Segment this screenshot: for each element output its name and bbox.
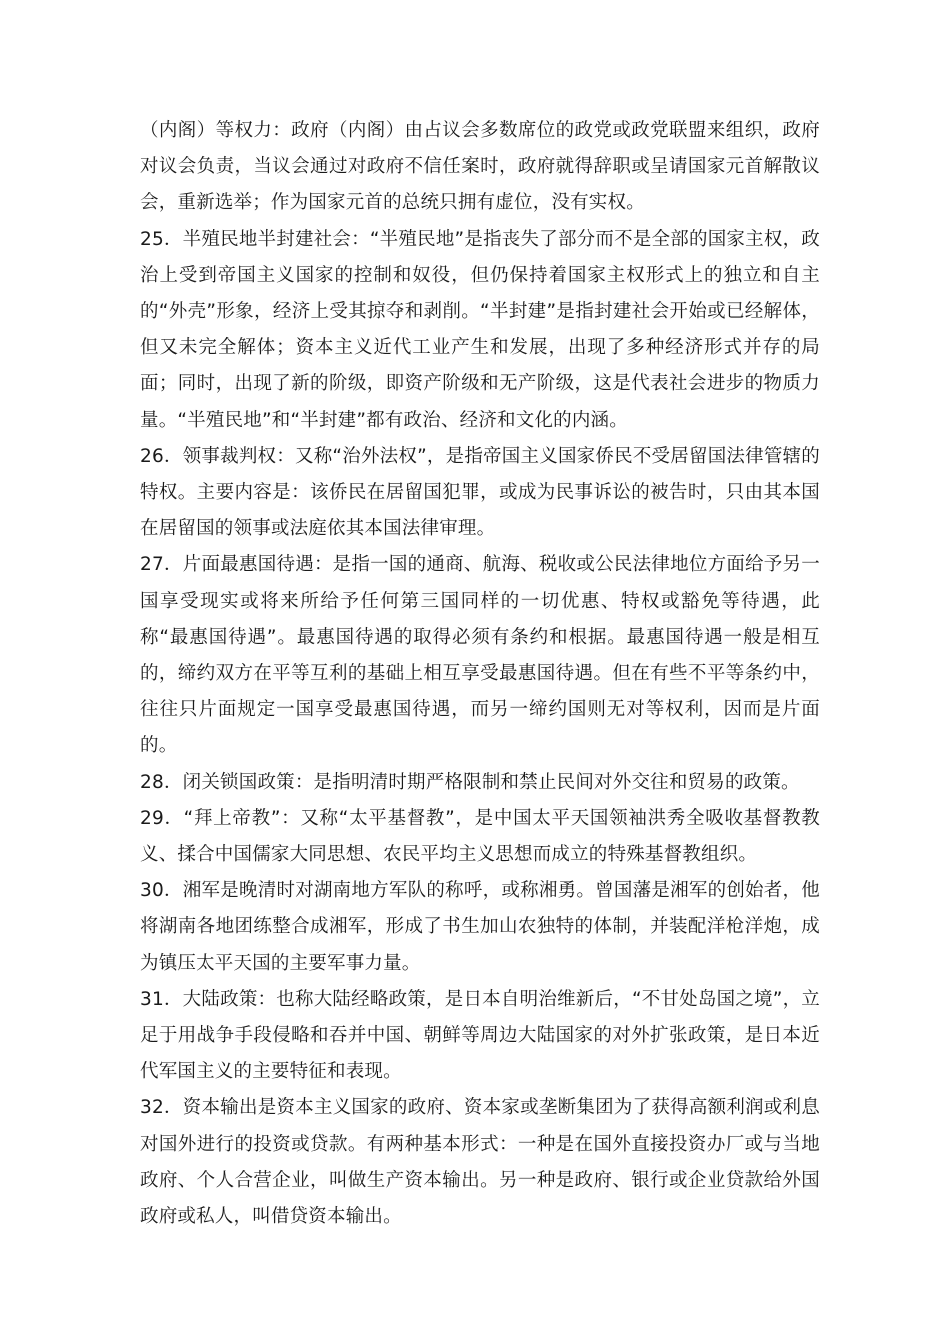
paragraph-28: 28．闭关锁国政策：是指明清时期严格限制和禁止民间对外交往和贸易的政策。 bbox=[140, 771, 800, 793]
document-body bbox=[140, 113, 820, 1235]
paragraph-29: 29．“拜上帝教”：又称“太平基督教”，是中国太平天国领袖洪秀全吸收基督教教义、揉合中国儒家大同思想、农民平均主义思想而成立的特殊基督教组织。 bbox=[140, 807, 820, 866]
paragraph-27: 27．片面最惠国待遇：是指一国的通商、航海、税收或公民法律地位方面给予另一国享受现实或将来所给予任何第三国同样的一切优惠、特权或豁免等待遇，此称“最惠国待遇”。最惠国待遇的取得必须有条约和根据。最惠国待遇一般是相互的，缔约双方在平等互利的基础上相互享受最惠国待遇。但在有些不平等条约中，往往只片面规定一国享受最惠国待遇，而另一缔约国则无对等权利，因而是片面的。 bbox=[140, 554, 820, 757]
paragraph-30: 30．湘军是晚清时对湖南地方军队的称呼，或称湘勇。曾国藩是湘军的创始者，他将湖南各地团练整合成湘军，形成了书生加山农独特的体制，并装配洋枪洋炮，成为镇压太平天国的主要军事力量。 bbox=[140, 880, 820, 974]
paragraph-continuation: （内阁）等权力：政府（内阁）由占议会多数席位的政党或政党联盟来组织，政府对议会负责，当议会通过对政府不信任案时，政府就得辞职或呈请国家元首解散议会，重新选举；作为国家元首的总统只拥有虚位，没有实权。 bbox=[140, 120, 820, 214]
paragraph-31: 31．大陆政策：也称大陆经略政策，是日本自明治维新后，“不甘处岛国之境”，立足于用战争手段侵略和吞并中国、朝鲜等周边大陆国家的对外扩张政策，是日本近代军国主义的主要特征和表现。 bbox=[140, 988, 820, 1083]
paragraph-26: 26．领事裁判权：又称“治外法权”，是指帝国主义国家侨民不受居留国法律管辖的特权。主要内容是：该侨民在居留国犯罪，或成为民事诉讼的被告时，只由其本国在居留国的领事或法庭依其本国法律审理。 bbox=[140, 445, 820, 540]
paragraph-32: 32．资本输出是资本主义国家的政府、资本家或垄断集团为了获得高额利润或利息对国外进行的投资或贷款。有两种基本形式：一种是在国外直接投资办厂或与当地政府、个人合营企业，叫做生产资本输出。另一种是政府、银行或企业贷款给外国政府或私人，叫借贷资本输出。 bbox=[140, 1097, 820, 1228]
paragraph-25: 25．半殖民地半封建社会：“半殖民地”是指丧失了部分而不是全部的国家主权，政治上受到帝国主义国家的控制和奴役，但仍保持着国家主权形式上的独立和自主的“外壳”形象，经济上受其掠夺和剥削。“半封建”是指封建社会开始或已经解体，但又未完全解体；资本主义近代工业产生和发展，出现了多种经济形式并存的局面；同时，出现了新的阶级，即资产阶级和无产阶级，这是代表社会进步的物质力量。“半殖民地”和“半封建”都有政治、经济和文化的内涵。 bbox=[140, 228, 820, 431]
